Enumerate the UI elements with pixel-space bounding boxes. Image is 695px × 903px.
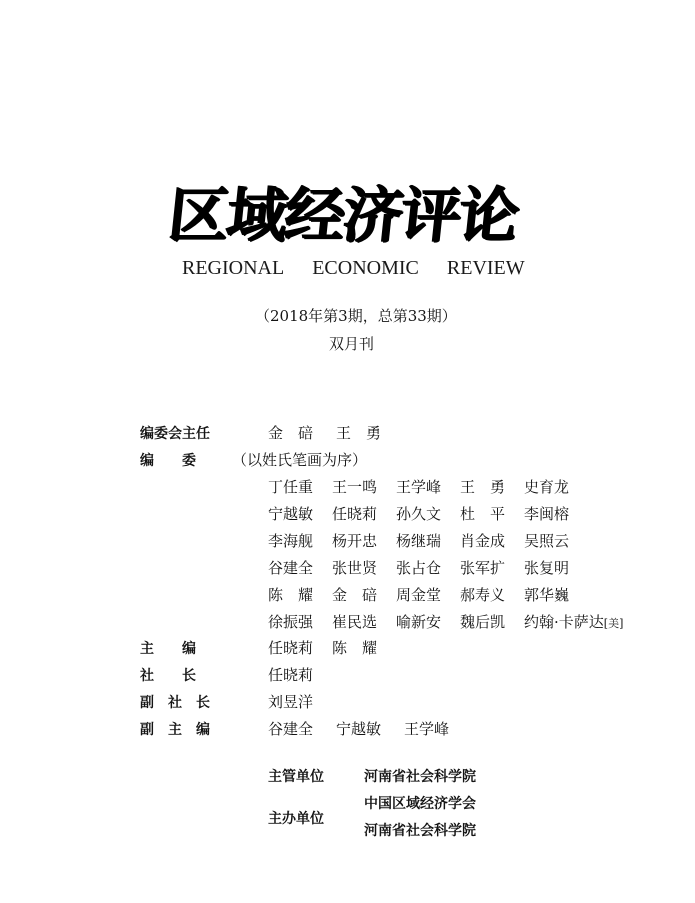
member-name: 王学峰 <box>396 478 442 496</box>
issue-number: （2018年第3期，总第33期） <box>255 307 457 325</box>
person-name: 刘昱洋 <box>268 693 314 711</box>
member-row <box>268 611 623 632</box>
person-name: 任晓莉 <box>268 666 314 684</box>
member-name: 张军扩 <box>460 559 506 577</box>
member-name: 魏后凯 <box>460 613 506 631</box>
board-director-names <box>268 422 381 443</box>
member-name: 崔民选 <box>332 613 378 631</box>
member-name: 金 碚 <box>332 586 378 604</box>
journal-title-calligraphy: 区域经济评论 <box>165 181 521 251</box>
role-label-president: 社 长 <box>140 668 196 684</box>
sponsor-org: 中国区域经济学会 <box>364 796 476 812</box>
member-name: 王一鸣 <box>332 478 378 496</box>
person-name: 王学峰 <box>404 720 450 738</box>
title-en-word: ECONOMIC <box>312 257 419 279</box>
member-name: 王 勇 <box>460 478 506 496</box>
supervisor-label: 主管单位 <box>268 769 324 785</box>
person-name: 任晓莉 <box>268 639 314 657</box>
member-name: 谷建全 <box>268 559 314 577</box>
member-row <box>268 530 569 551</box>
member-name: 史育龙 <box>524 478 570 496</box>
title-en-word: REVIEW <box>446 257 525 279</box>
nationality-tag: [美] <box>603 617 624 630</box>
role-label-vice-president: 副 社 长 <box>140 695 210 711</box>
sponsor-org: 河南省社会科学院 <box>364 823 476 839</box>
member-name: 宁越敏 <box>268 505 314 523</box>
board-members-label: 编 委 <box>140 453 196 469</box>
role-names <box>268 691 313 712</box>
member-name: 孙久文 <box>396 505 442 523</box>
member-name: 约翰·卡萨达 <box>524 613 604 631</box>
member-name: 喻新安 <box>396 613 442 631</box>
journal-title-english <box>182 257 548 280</box>
member-name: 杜 平 <box>460 505 506 523</box>
member-name: 李闽榕 <box>524 505 570 523</box>
person-name: 谷建全 <box>268 720 314 738</box>
member-row <box>268 584 569 605</box>
member-name: 李海舰 <box>268 532 314 550</box>
member-name: 郝寿义 <box>460 586 506 604</box>
member-name: 徐振强 <box>268 613 314 631</box>
person-name: 宁越敏 <box>336 720 382 738</box>
role-label-deputy-editor: 副 主 编 <box>140 722 210 738</box>
sponsor-label: 主办单位 <box>268 811 324 827</box>
role-names <box>268 718 449 739</box>
member-name: 郭华巍 <box>524 586 570 604</box>
supervisor-org: 河南省社会科学院 <box>364 769 476 785</box>
member-name: 任晓莉 <box>332 505 378 523</box>
publication-frequency: 双月刊 <box>329 335 375 353</box>
role-names <box>268 664 313 685</box>
board-members-note: （以姓氏笔画为序） <box>232 451 368 469</box>
member-name: 丁任重 <box>268 478 314 496</box>
member-row <box>268 503 569 524</box>
member-name: 张世贤 <box>332 559 378 577</box>
member-name: 杨开忠 <box>332 532 378 550</box>
member-name: 杨继瑞 <box>396 532 442 550</box>
person-name: 王 勇 <box>336 424 382 442</box>
member-row <box>268 476 569 497</box>
board-director-label: 编委会主任 <box>140 426 210 442</box>
member-name: 张占仓 <box>396 559 442 577</box>
member-name: 张复明 <box>524 559 570 577</box>
member-name: 吴照云 <box>524 532 570 550</box>
role-label-chief-editor: 主 编 <box>140 641 196 657</box>
title-en-word: REGIONAL <box>182 257 285 279</box>
person-name: 金 碚 <box>268 424 314 442</box>
role-names <box>268 637 377 658</box>
member-name: 陈 耀 <box>268 586 314 604</box>
member-row <box>268 557 569 578</box>
member-name: 周金堂 <box>396 586 442 604</box>
person-name: 陈 耀 <box>332 639 378 657</box>
member-name: 肖金成 <box>460 532 506 550</box>
